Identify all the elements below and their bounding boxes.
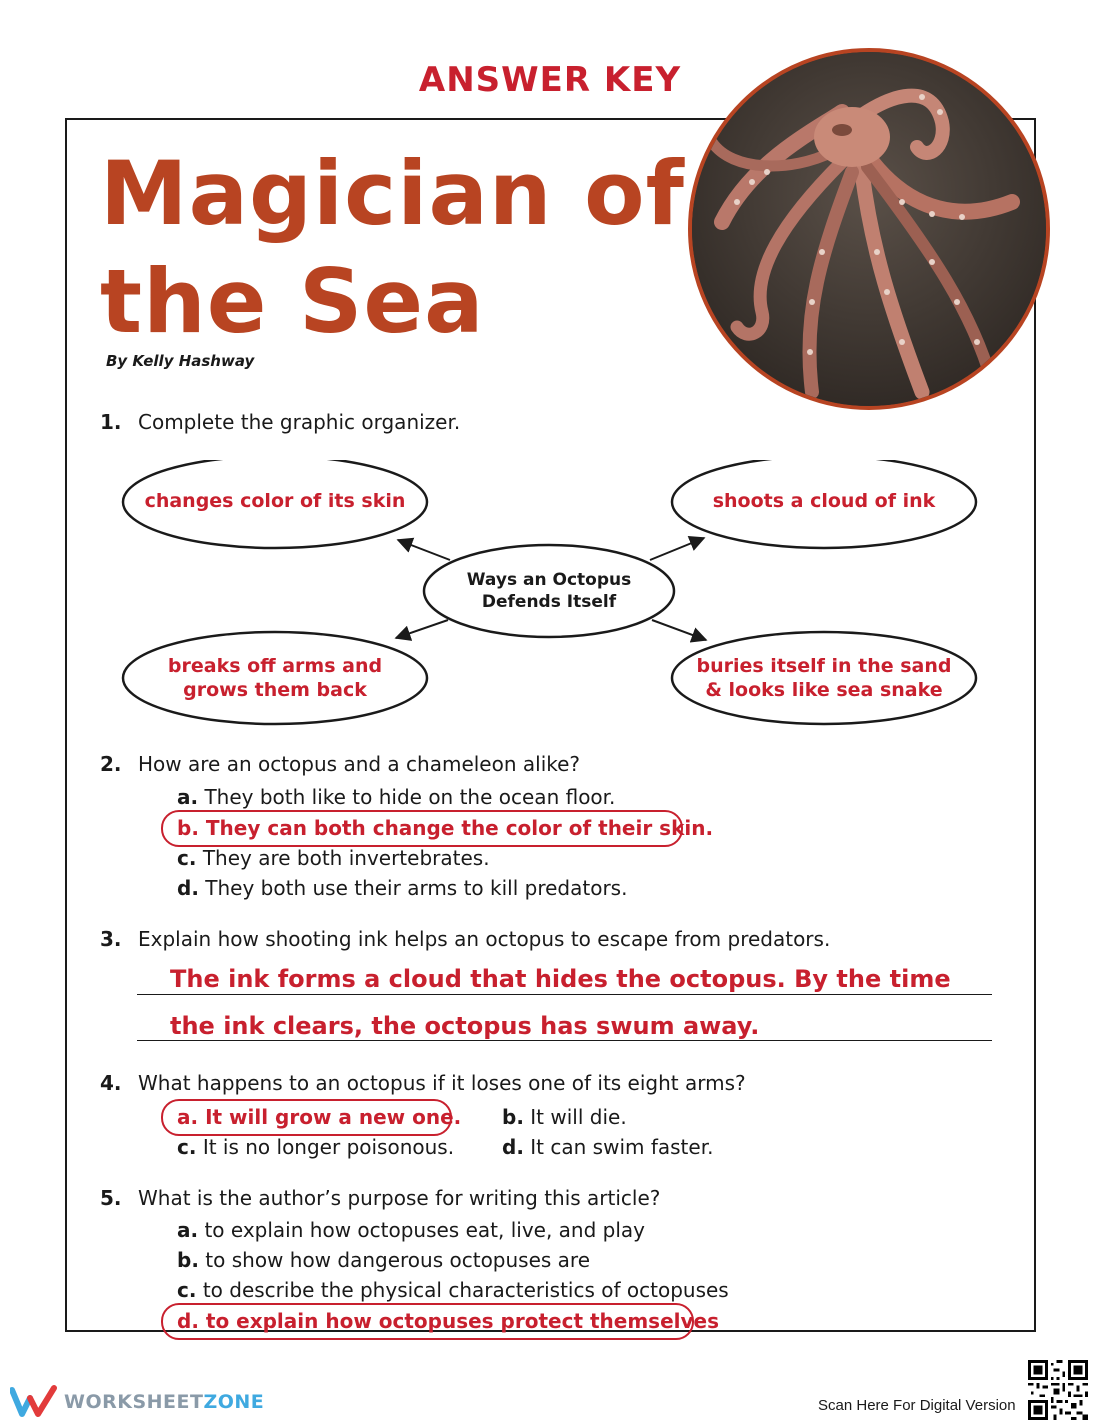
logo-wordmark — [64, 1391, 264, 1413]
option-letter: d. — [177, 876, 199, 900]
option-text: to explain how octopuses eat, live, and play — [204, 1218, 645, 1242]
organizer-text-line: & looks like sea snake — [705, 679, 943, 701]
scan-caption: Scan Here For Digital Version — [818, 1397, 1016, 1414]
q3-answer-line-1: The ink forms a cloud that hides the octopus. By the time — [170, 965, 951, 993]
question-text: What is the author’s purpose for writing this article? — [138, 1186, 661, 1210]
question-number: 1. — [100, 410, 122, 434]
option-text: They can both change the color of their skin. — [205, 816, 714, 840]
question-number: 5. — [100, 1186, 122, 1210]
option-text: to show how dangerous octopuses are — [205, 1248, 591, 1272]
question-3 — [100, 927, 830, 951]
option-letter: b. — [177, 1248, 199, 1272]
question-text: Explain how shooting ink helps an octopus to escape from predators. — [138, 927, 831, 951]
title-line-2: the Sea — [100, 250, 485, 353]
logo-word-1: WORKSHEET — [64, 1391, 204, 1413]
organizer-text-line: buries itself in the sand — [696, 655, 952, 677]
octopus-illustration — [692, 52, 1046, 406]
question-text: What happens to an octopus if it loses one of its eight arms? — [138, 1071, 746, 1095]
organizer-answer-bottom-left — [123, 654, 427, 702]
question-number: 3. — [100, 927, 122, 951]
worksheetzone-logo-icon — [10, 1384, 58, 1420]
option-text: They are both invertebrates. — [202, 846, 490, 870]
option-letter: c. — [177, 846, 197, 870]
answer-rule-1 — [137, 994, 992, 995]
organizer-answer-top-left — [123, 489, 427, 513]
option-text: It will grow a new one. — [205, 1105, 462, 1129]
option-text: They both like to hide on the ocean floor. — [204, 785, 616, 809]
option-text: It will die. — [530, 1105, 627, 1129]
organizer-text-line: breaks off arms and — [167, 655, 383, 677]
option-letter: a. — [177, 1105, 199, 1129]
q2-option-d — [177, 876, 627, 900]
q5-option-b — [177, 1248, 590, 1272]
option-letter: c. — [177, 1278, 197, 1302]
option-letter: c. — [177, 1135, 197, 1159]
q4-option-d — [502, 1135, 713, 1159]
organizer-center-line: Defends Itself — [481, 592, 617, 612]
arrow-top-right — [650, 538, 704, 560]
question-2 — [100, 752, 580, 776]
title-line-1: Magician of — [100, 142, 685, 245]
option-letter: b. — [177, 816, 199, 840]
q3-answer-line-2: the ink clears, the octopus has swum away. — [170, 1012, 760, 1040]
option-text: to describe the physical characteristics of octopuses — [202, 1278, 729, 1302]
arrow-bottom-left — [396, 620, 448, 638]
option-text: It can swim faster. — [530, 1135, 714, 1159]
question-number: 2. — [100, 752, 122, 776]
option-text: to explain how octopuses protect themselves — [205, 1309, 720, 1333]
octopus-photo — [688, 48, 1050, 410]
author-byline: By Kelly Hashway — [106, 352, 255, 370]
question-4 — [100, 1071, 746, 1095]
q5-option-d-correct — [177, 1309, 719, 1333]
question-number: 4. — [100, 1071, 122, 1095]
option-letter: d. — [502, 1135, 524, 1159]
qr-code-icon[interactable] — [1028, 1360, 1088, 1420]
q4-option-c — [177, 1135, 454, 1159]
organizer-text-line: grows them back — [183, 679, 367, 701]
question-5 — [100, 1186, 660, 1210]
answer-key-heading: ANSWER KEY — [418, 60, 682, 100]
q5-option-a — [177, 1218, 645, 1242]
organizer-answer-bottom-right — [672, 654, 976, 702]
page-title — [100, 140, 700, 356]
logo-word-2: ZONE — [203, 1391, 265, 1413]
organizer-text-line: shoots a cloud of ink — [712, 490, 936, 512]
option-text: It is no longer poisonous. — [202, 1135, 455, 1159]
arrow-bottom-right — [652, 620, 706, 640]
option-text: They both use their arms to kill predators. — [205, 876, 628, 900]
worksheetzone-logo[interactable] — [10, 1384, 264, 1420]
question-1 — [100, 410, 460, 434]
q5-option-c — [177, 1278, 729, 1302]
question-text: Complete the graphic organizer. — [138, 410, 461, 434]
q2-option-c — [177, 846, 490, 870]
question-text: How are an octopus and a chameleon alike? — [138, 752, 581, 776]
arrow-top-left — [398, 540, 450, 560]
organizer-center-label — [424, 569, 674, 613]
organizer-answer-top-right — [672, 489, 976, 513]
option-letter: d. — [177, 1309, 199, 1333]
option-letter: a. — [177, 785, 199, 809]
organizer-center-line: Ways an Octopus — [466, 570, 632, 590]
answer-rule-2 — [137, 1040, 992, 1041]
q4-option-b — [502, 1105, 627, 1129]
organizer-text-line: changes color of its skin — [144, 490, 406, 512]
option-letter: a. — [177, 1218, 199, 1242]
q2-option-a — [177, 785, 615, 809]
option-letter: b. — [502, 1105, 524, 1129]
q2-option-b-correct — [177, 816, 713, 840]
q4-option-a-correct — [177, 1105, 461, 1129]
